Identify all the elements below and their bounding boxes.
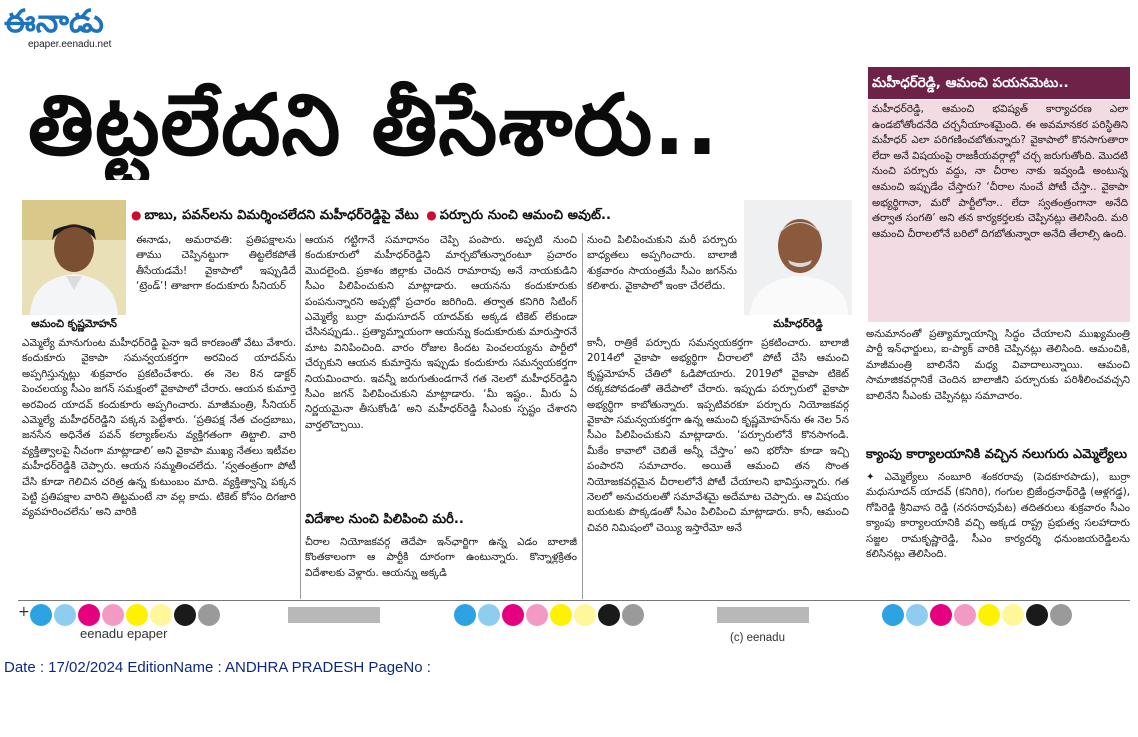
article-col2-subhead: విదేశాల నుంచి పిలిపించి మరీ.. bbox=[305, 512, 464, 527]
color-swatch bbox=[54, 604, 76, 626]
article-col4: అనుమానంతో ప్రత్యామ్నాయాన్ని సిద్ధం చేయాలని ముఖ్యమంత్రి పార్టీ ఇన్‌ఛార్జులు, ఐ-ప్యాక్‌ వారికి చెప్పినట్లు తెలిసింది. ఆమంచికి, మాజీమంత్రి బాలినేని మధ్య వివాదాలున్నాయి. ఆమంచి సామాజికవర్గానికే చెందిన బాలాజీని పర్చూరుకు పరిశీలించవచ్చని బాలినేని సీఎంకు చెప్పినట్లు సమాచారం. bbox=[866, 328, 1130, 402]
column-divider bbox=[582, 233, 583, 599]
column-divider bbox=[300, 233, 301, 599]
epaper-url: epaper.eenadu.net bbox=[28, 39, 112, 50]
registration-plus-icon: + bbox=[18, 604, 30, 620]
portrait-right-icon bbox=[744, 200, 852, 315]
color-swatch bbox=[954, 604, 976, 626]
color-swatch bbox=[906, 604, 928, 626]
grey-bar bbox=[288, 607, 380, 623]
sidebar-title: మహీధర్‌రెడ్డి, ఆమంచి పయనమెటు.. bbox=[868, 67, 1130, 99]
subheadline-bullet-icon: ● bbox=[426, 208, 437, 222]
subheadline-bullet-icon: ● bbox=[131, 208, 142, 222]
portrait-left-icon bbox=[22, 200, 126, 315]
article-col2: ఆయన గట్టిగానే సమాధానం చెప్పి పంపారు. అప్పటి నుంచి కందుకూరులో మహీధర్‌రెడ్డిని మార్చబోతున్నారంటూ ప్రచారం మొదలైంది. ప్రకాశం జిల్లాకు చెందిన రామారావు అనే నాయకుడిని సీఎం పిలిపించుకుని మాట్లాడారు. ఆయనను కందుకూరుకు పంపనున్నారని అప్పట్లో ప్రచారం జరిగింది. తర్వాత కనిగిరి సిటింగ్‌ ఎమ్మెల్యే బుర్రా మధుసూదన్‌ యాదవ్‌కు అక్కడ టికెట్‌ లేకుండా చేసినప్పుడు.. ప్రత్యామ్నాయంగా ఆయన్ను కందుకూరుకు మారుస్తారనే మాట వినిపించింది. వారం రోజుల కిందట పెంచలయ్యను పార్టీలో చేర్చుకుని ఆయన కుమార్తెను ఇప్పుడు కందుకూరు సమన్వయకర్తగా నియమించారు. ఇవన్నీ జరుగుతుండగానే గత నెలలో మహీధర్‌రెడ్డిని సీఎం జగన్‌ పిలిపించుకుని మాట్లాడారు. ‘మీ ఇష్టం.. మీరు ఏ నిర్ణయమైనా తీసుకోండి’ అని మహీధర్‌రెడ్డి సీఎంకు స్పష్టం చేశారని వార్తలొచ్చాయి. bbox=[305, 234, 577, 431]
photo-left-caption: ఆమంచి కృష్ణమోహన్‌ bbox=[31, 318, 117, 330]
article-col3: కానీ, రాత్రికే పర్చూరు సమన్వయకర్తగా ప్రకటించారు. బాలాజీ 2014లో వైకాపా అభ్యర్థిగా చీరాలలో పోటీ చేసి ఆమంచి కృష్ణమోహన్‌ చేతిలో ఓడిపోయారు. 2019లో వైకాపా టికెట్‌ దక్కకపోవడంతో తెదేపాలో చేరారు. ఇప్పుడు పర్చూరులో వైకాపా అభ్యర్థిగా కాబోతున్నారు. ఇప్పటివరకూ పర్చూరు నియోజకవర్గ వైకాపా సమన్వయకర్తగా ఉన్న ఆమంచి కృష్ణమోహన్‌ను ఈ నెల 5న సీఎం పిలిపించుకుని మాట్లాడారు. ‘పర్చూరులోనే కొనసాగండి. మీకేం కావాలో చెబితే అన్నీ చేస్తాం’ అని భరోసా కూడా ఇచ్చి పంపారని సమాచారం. అయితే ఆమంచి తన సొంత నియోజకవర్గమైన చీరాలలోనే పోటీ చేయాలని భావిస్తున్నారు. గత నెలలో అనుచరులతో సమావేశమై అదేమాట చెప్పారు. ఆ విషయం బయటకు పొక్కడంతో సీఎం పిలిపించి మాట్లాడారు. కానీ, ఆమంచి చివరి నిమిషంలో చెయ్యి ఇస్తారేమో అనే bbox=[587, 337, 849, 534]
eenadu-logo[interactable] bbox=[4, 2, 139, 52]
color-swatch bbox=[1026, 604, 1048, 626]
copyright-label: (c) eenadu bbox=[730, 632, 785, 644]
color-swatch bbox=[102, 604, 124, 626]
article-col1: ఎమ్మెల్యే మానుగుంట మహీధర్‌రెడ్డి పైనా ఇదే కారణంతో వేటు వేశారు. కందుకూరు వైకాపా సమన్వయకర్తగా అరవింద యాదవ్‌ను అప్పగిస్తున్నట్లు శుక్రవారం ప్రకటించేశారు. ఈ నెల 8న డాక్టర్‌ పెంచలయ్య సీఎం జగన్‌ సమక్షంలో వైకాపాలో చేరారు. ఆయన కుమార్తె అరవింద యాదవ్‌ కందుకూరు అప్పగించారు. మాజీమంత్రి, సీనియర్‌ ఎమ్మెల్యే మహీధర్‌రెడ్డిని పక్కన పెట్టేశారు. ‘ప్రతిపక్ష నేత చంద్రబాబు, జనసేన అధినేత పవన్‌ కల్యాణ్‌లను వ్యక్తిగతంగా తిట్టాలి. వారి వ్యక్తిత్వాలపై నీచంగా మాట్లాడాలి’ అని వైకాపా ముఖ్య నేతలు ఇటీవల మహీధర్‌రెడ్డికి చెప్పారు. ఆయన సమ్మతించలేదు. ‘స్వతంత్రంగా పోటీ చేసి కూడా గెలిచిన చరిత్ర ఉన్న కుటుంబం మాది. వ్యక్తిత్వాన్ని పక్కన పెట్టి ప్రతిపక్షాల వారిని తిట్టమంటే నా వల్ల కాదు. టికెట్‌ కోసం దిగజారి వ్యవహరించలేను’ అని వారికి bbox=[22, 337, 296, 519]
color-swatch bbox=[1050, 604, 1072, 626]
color-swatch bbox=[882, 604, 904, 626]
color-swatch bbox=[622, 604, 644, 626]
article-subheadline bbox=[128, 203, 740, 227]
color-swatch bbox=[1002, 604, 1024, 626]
color-swatch bbox=[550, 604, 572, 626]
logo-wordmark: ఈనాడు bbox=[4, 2, 104, 38]
bottom-rule bbox=[18, 600, 1130, 601]
color-swatch bbox=[930, 604, 952, 626]
color-swatch bbox=[150, 604, 172, 626]
color-swatch bbox=[78, 604, 100, 626]
color-swatch bbox=[502, 604, 524, 626]
eenadu-logo-mark bbox=[4, 2, 136, 38]
photo-amanchi bbox=[22, 200, 126, 315]
article-col3-top: నుంచి పిలిపించుకుని మరీ పర్చూరు బాధ్యతలు అప్పగించారు. బాలాజీ శుక్రవారం సాయంత్రమే సీఎం జగన్‌ను కలిశారు. వైకాపాలో ఇంకా చేరలేదు. bbox=[587, 234, 737, 293]
color-swatch bbox=[30, 604, 52, 626]
photo-mahidhar-reddy bbox=[744, 200, 852, 315]
edition-dateline: Date : 17/02/2024 EditionName : ANDHRA PRADESH PageNo : bbox=[4, 659, 431, 676]
grey-bar bbox=[717, 607, 809, 623]
color-swatch bbox=[198, 604, 220, 626]
article-col1-top: ఈనాడు, అమరావతి: ప్రతిపక్షాలను తాము చెప్పినట్టుగా తిట్టలేకపోతే తీసేయడమే! వైకాపాలో ఇప్పుడిదే ‘ట్రెండ్‌’! తాజాగా కందుకూరు సీనియర్‌ bbox=[136, 234, 296, 293]
article-headline: తిట్టలేదని తీసేశారు.. bbox=[28, 76, 720, 174]
color-swatch bbox=[478, 604, 500, 626]
photo-right-caption: మహీధర్‌రెడ్డి bbox=[773, 318, 823, 330]
color-swatch bbox=[454, 604, 476, 626]
color-swatch bbox=[574, 604, 596, 626]
color-swatch bbox=[126, 604, 148, 626]
article-col2b: చీరాల నియోజకవర్గ తెదేపా ఇన్‌ఛార్జిగా ఉన్న ఎడం బాలాజీ కొంతకాలంగా ఆ పార్టీకి దూరంగా ఉంటున్నారు. కొన్నాళ్లక్రితం విదేశాలకు వెళ్లారు. ఆయన్ను అక్కడి bbox=[305, 536, 577, 579]
color-swatch bbox=[598, 604, 620, 626]
article-col4-subhead: క్యాంపు కార్యాలయానికి వచ్చిన నలుగురు ఎమ్మెల్యేలు bbox=[866, 447, 1128, 462]
epaper-label: eenadu epaper bbox=[80, 626, 168, 641]
sidebar-text: మహీధర్‌రెడ్డి, ఆమంచి భవిష్యత్‌ కార్యాచరణ ఎలా ఉండబోతోందనేది చర్చనీయాంశమైంది. ఈ అవమానకర పరిస్థితిని మహీధర్‌ ఎలా పరిగణించబోతున్నారు? వైకాపాలో కొనసాగుతారా లేదా అనే విషయంపై రాజకీయవర్గాల్లో చర్చ జరుగుతోంది. మొదటి నుంచి పర్చూరు వద్దు, నా చీరాల నాకు ఇవ్వండి అంటున్న ఆమంచి ఇప్పుడేం చేస్తారు? ‘చీరాల నుంచే పోటీ చేస్తా.. వైకాపా అభ్యర్థిగానా, మరో పార్టీలోనా.. లేదా స్వతంత్రంగానా అనేది తర్వాత సంగతి’ అని తన కార్యకర్తలకు చెప్పినట్లు తెలిసింది. మరి ఆమంచి చీరాలలోనే బరిలో దిగబోతున్నారా అనేది తేలాల్సి ఉంది. bbox=[872, 103, 1128, 240]
color-swatch bbox=[978, 604, 1000, 626]
color-swatch bbox=[526, 604, 548, 626]
color-swatch bbox=[174, 604, 196, 626]
subheadline-part1: బాబు, పవన్‌లను విమర్శించలేదని మహీధర్‌రెడ్డిపై వేటు bbox=[144, 208, 419, 223]
subheadline-part2: పర్చూరు నుంచి ఆమంచి అవుట్‌.. bbox=[439, 208, 611, 223]
article-col4b: ✦ ఎమ్మెల్యేలు నంబూరి శంకరరావు (పెదకూరపాడు), బుర్రా మధుసూదన్‌ యాదవ్‌ (కనిగిరి), గంగుల బ్రిజేంద్రనాథ్‌రెడ్డి (ఆళ్లగడ్డ), గోపిరెడ్డి శ్రీనివాస రెడ్డి (నరసరావుపేట) తదితరులు శుక్రవారం సీఎం క్యాంపు కార్యాలయానికి వచ్చి అక్కడ రాష్ట్ర ప్రభుత్వ సలహాదారు సజ్జల రామకృష్ణారెడ్డి, సీఎం కార్యదర్శి ధనుంజయరెడ్డిలను కలిసినట్లు తెలిసింది. bbox=[866, 471, 1130, 561]
